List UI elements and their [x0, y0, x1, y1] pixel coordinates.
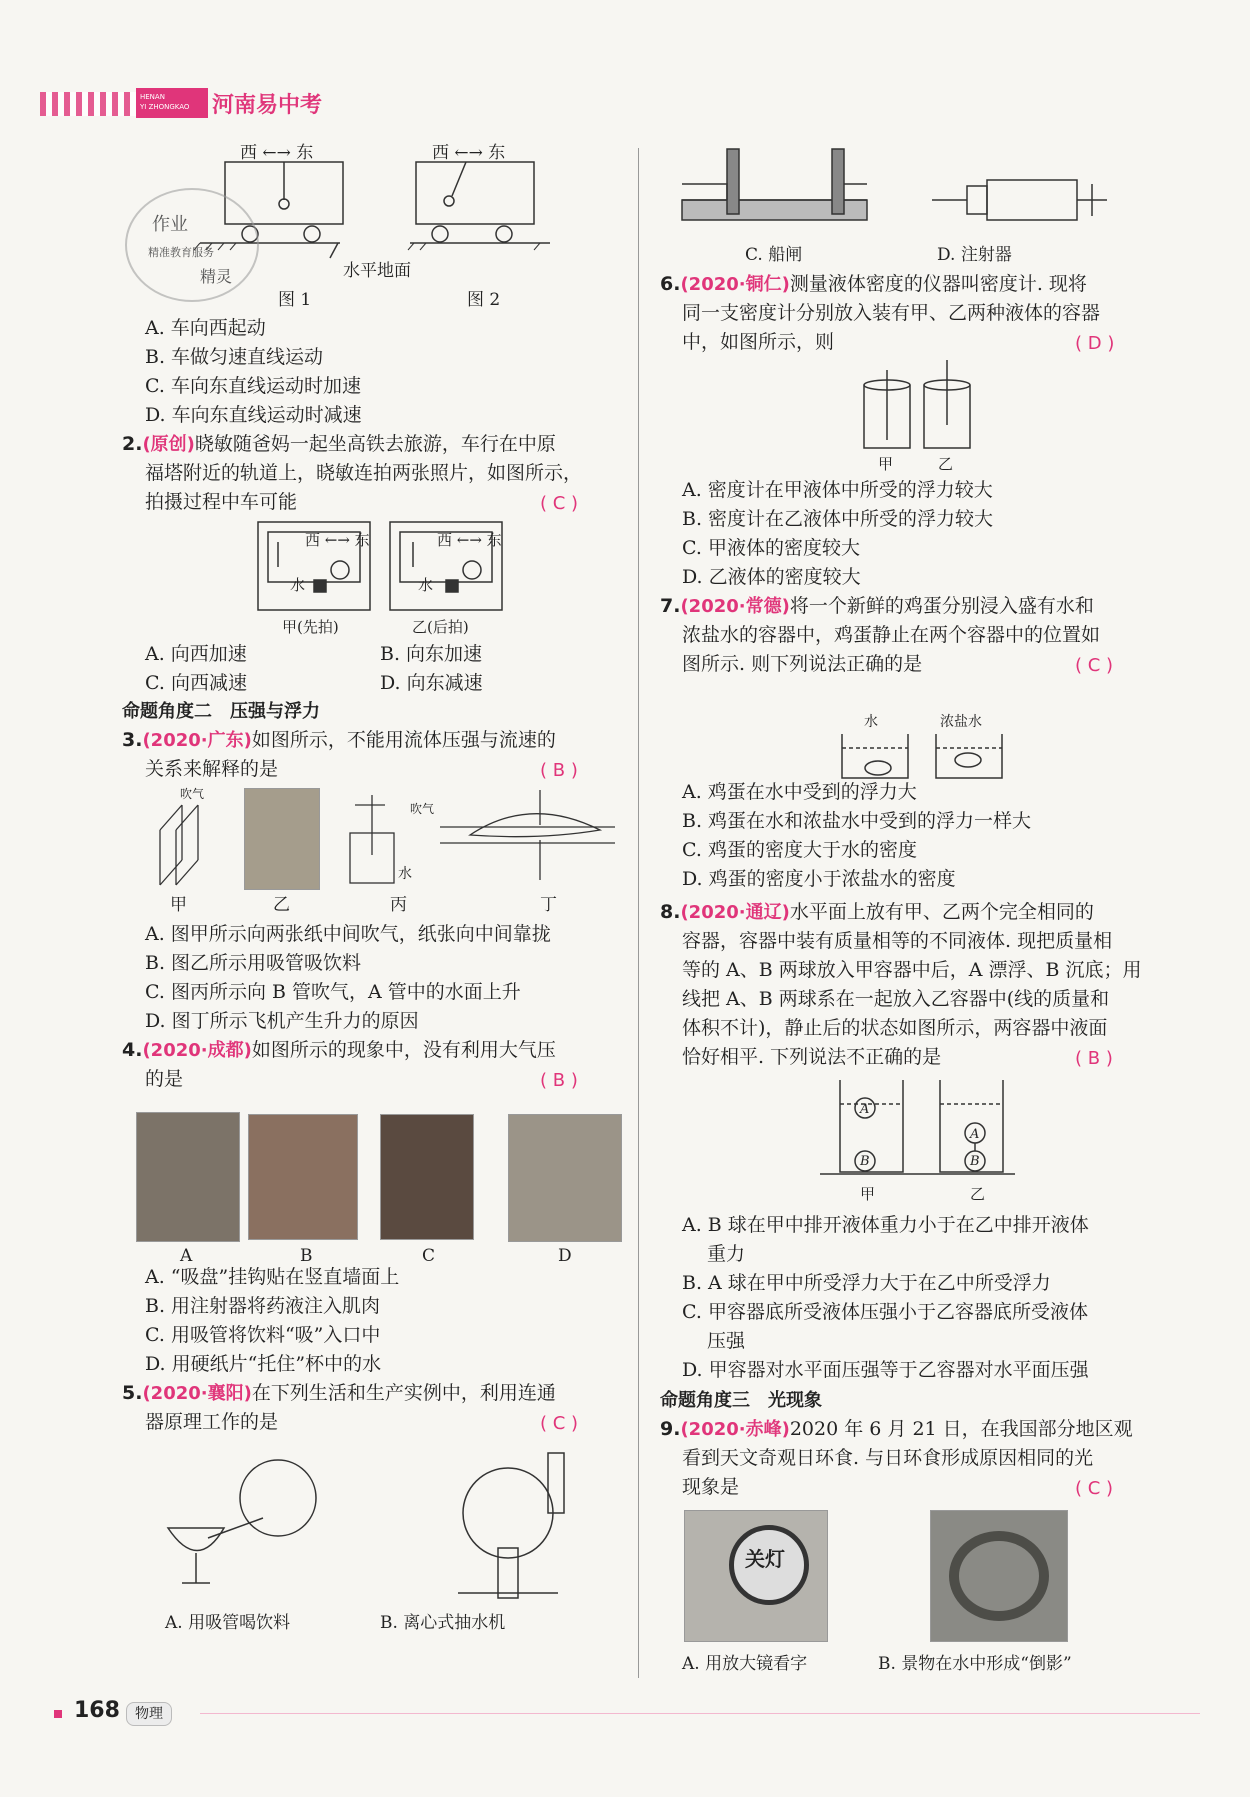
q3-option-a: A. 图甲所示向两张纸中间吹气，纸张向中间靠拢	[145, 923, 551, 945]
header	[40, 86, 340, 122]
q4-answer: ( B )	[540, 1070, 578, 1091]
q2-line2: 福塔附近的轨道上，晓敏连拍两张照片，如图所示，	[145, 462, 583, 484]
q8-ball-figure	[815, 1078, 1025, 1178]
q7-option-a: A. 鸡蛋在水中受到的浮力大	[682, 781, 917, 803]
q2-option-b: B. 向东加速	[380, 643, 483, 665]
stamp-text-3: 精灵	[200, 267, 233, 286]
q1-option-c: C. 车向东直线运动时加速	[145, 375, 361, 397]
q7-option-c: C. 鸡蛋的密度大于水的密度	[682, 839, 917, 861]
q3-option-c: C. 图丙所示向 B 管吹气，A 管中的水面上升	[145, 981, 521, 1003]
q5-line2: 器原理工作的是	[145, 1411, 279, 1433]
q4-line2: 的是	[145, 1068, 184, 1090]
stamp-text-2: 精准教育服务	[148, 246, 214, 259]
q2-water-a: 水	[290, 576, 306, 594]
q8-option-c-cont: 压强	[682, 1330, 746, 1352]
q9-line2: 看到天文奇观日环食. 与日环食形成原因相同的光	[682, 1447, 1094, 1469]
q3-tag: (2020·广东)	[142, 730, 252, 751]
footer-bullet-icon	[54, 1710, 62, 1718]
fig1-dir-1: 西 ←→ 东	[240, 143, 314, 163]
q7-option-d: D. 鸡蛋的密度小于浓盐水的密度	[682, 868, 956, 890]
q4-option-a: A. “吸盘”挂钩贴在竖直墙面上	[145, 1266, 400, 1288]
q8-tag: (2020·通辽)	[680, 902, 790, 923]
fig1-ground-label: 水平地面	[343, 261, 411, 281]
q1-option-b: B. 车做匀速直线运动	[145, 346, 324, 368]
q2-tag: (原创)	[142, 434, 195, 455]
q3-blow-label-2: 吹气	[410, 802, 435, 816]
q8-option-a-cont: 重力	[682, 1243, 746, 1265]
q6-caption-jia: 甲	[878, 455, 894, 473]
q3-photo-drinking	[244, 788, 320, 890]
q2-line3: 拍摄过程中车可能	[145, 491, 298, 513]
q8-caption-jia: 甲	[860, 1185, 876, 1203]
q8-option-c: C. 甲容器底所受液体压强小于乙容器底所受液体	[682, 1301, 1088, 1323]
pendulum1	[279, 199, 289, 209]
q3-caption-jia: 甲	[170, 895, 187, 915]
q8-option-d: D. 甲容器对水平面压强等于乙容器对水平面压强	[682, 1359, 1089, 1381]
q5-tag: (2020·襄阳)	[142, 1383, 252, 1404]
q4-photo-a	[136, 1112, 240, 1242]
q9-line1: 9.(2020·赤峰)2020 年 6 月 21 日，在我国部分地区观	[660, 1418, 1133, 1440]
q5-line1: 5.(2020·襄阳)在下列生活和生产实例中，利用连通	[122, 1382, 556, 1404]
q6-caption-yi: 乙	[938, 455, 954, 473]
q4-option-d: D. 用硬纸片“托住”杯中的水	[145, 1353, 382, 1375]
q9-caption-a: A. 用放大镜看字	[682, 1654, 808, 1674]
q6-option-b: B. 密度计在乙液体中所受的浮力较大	[682, 508, 994, 530]
q8-line1: 8.(2020·通辽)水平面上放有甲、乙两个完全相同的	[660, 901, 1094, 923]
q4-caption-a: A	[180, 1246, 193, 1266]
q4-photo-c	[380, 1114, 474, 1240]
footer-rule	[200, 1713, 1200, 1714]
footer	[52, 1696, 1202, 1732]
q2-caption-a: 甲(先拍)	[282, 618, 339, 636]
section-2-heading: 命题角度二 压强与浮力	[122, 701, 320, 722]
q8-line6: 恰好相平. 下列说法不正确的是	[682, 1046, 942, 1068]
fig1-dir-2: 西 ←→ 东	[432, 143, 506, 163]
q2-answer: ( C )	[540, 493, 579, 514]
fig1-caption-2: 图 2	[467, 290, 501, 310]
pendulum2	[444, 196, 454, 206]
q6-option-d: D. 乙液体的密度较大	[682, 566, 861, 588]
brand-small-1: HENAN	[140, 93, 165, 101]
q2-option-d: D. 向东减速	[380, 672, 483, 694]
q8-line4: 线把 A、B 两球系在一起放入乙容器中(线的质量和	[682, 988, 1110, 1010]
top-caption-d: D. 注射器	[937, 245, 1012, 265]
q7-line1: 7.(2020·常德)将一个新鲜的鸡蛋分别浸入盛有水和	[660, 595, 1094, 617]
q3-option-d: D. 图丁所示飞机产生升力的原因	[145, 1010, 419, 1032]
q7-tag: (2020·常德)	[680, 596, 790, 617]
q3-caption-yi: 乙	[273, 895, 290, 915]
q7-egg-figure	[838, 730, 1038, 780]
q3-caption-ding: 丁	[540, 895, 557, 915]
q3-figures	[140, 785, 630, 890]
q9-answer: ( C )	[1075, 1478, 1114, 1499]
q9-tag: (2020·赤峰)	[680, 1419, 790, 1440]
magnifier-text: 关灯	[745, 1547, 785, 1571]
q8-answer: ( B )	[1075, 1048, 1113, 1069]
q2-water-b: 水	[418, 576, 434, 594]
q9-photo-bridge-reflection	[930, 1510, 1068, 1642]
stamp-text-1: 作业	[152, 214, 188, 235]
q9-line3: 现象是	[682, 1476, 740, 1498]
q5-figures	[168, 1448, 568, 1598]
q2-dir-b: 西 ←→ 东	[437, 531, 502, 549]
q6-densimeter-figure	[862, 360, 982, 450]
q4-caption-b: B	[300, 1246, 313, 1266]
q8-ball-a-yi: A	[970, 1127, 980, 1142]
q8-ball-b-jia: B	[860, 1154, 870, 1169]
car2-body	[416, 162, 534, 224]
q6-line2: 同一支密度计分别放入装有甲、乙两种液体的容器	[682, 302, 1101, 324]
q3-water-label: 水	[398, 866, 412, 882]
q7-label-brine: 浓盐水	[940, 714, 982, 730]
q8-line2: 容器，容器中装有质量相等的不同液体. 现把质量相	[682, 930, 1113, 952]
q2-caption-b: 乙(后拍)	[412, 618, 469, 636]
subject-badge: 物理	[126, 1702, 172, 1726]
q8-ball-b-yi: B	[970, 1154, 980, 1169]
q7-label-water: 水	[864, 714, 878, 730]
q8-line5: 体积不计)，静止后的状态如图所示，两容器中液面	[682, 1017, 1108, 1039]
q1-option-a: A. 车向西起动	[145, 317, 266, 339]
q6-line3: 中，如图所示，则	[682, 331, 835, 353]
q5-caption-a: A. 用吸管喝饮料	[165, 1613, 291, 1633]
q3-answer: ( B )	[540, 760, 578, 781]
q4-option-c: C. 用吸管将饮料“吸”入口中	[145, 1324, 381, 1346]
q8-caption-yi: 乙	[970, 1185, 986, 1203]
q6-option-a: A. 密度计在甲液体中所受的浮力较大	[682, 479, 993, 501]
q8-option-b: B. A 球在甲中所受浮力大于在乙中所受浮力	[682, 1272, 1051, 1294]
q7-answer: ( C )	[1075, 655, 1114, 676]
q3-option-b: B. 图乙所示用吸管吸饮料	[145, 952, 362, 974]
q1-option-d: D. 车向东直线运动时减速	[145, 404, 362, 426]
q3-line2: 关系来解释的是	[145, 758, 279, 780]
q8-ball-a-jia: A	[860, 1102, 870, 1117]
q7-line3: 图所示. 则下列说法正确的是	[682, 653, 923, 675]
q8-line3: 等的 A、B 两球放入甲容器中后，A 漂浮、B 沉底；用	[682, 959, 1142, 981]
section-3-heading: 命题角度三 光现象	[660, 1390, 822, 1411]
top-right-figures	[682, 144, 1112, 224]
q7-option-b: B. 鸡蛋在水和浓盐水中受到的浮力一样大	[682, 810, 1032, 832]
q2-dir-a: 西 ←→ 东	[305, 531, 370, 549]
q6-answer: ( D )	[1075, 333, 1115, 354]
q7-line2: 浓盐水的容器中，鸡蛋静止在两个容器中的位置如	[682, 624, 1101, 646]
q4-photo-d	[508, 1114, 622, 1242]
q4-photo-b	[248, 1114, 358, 1240]
top-caption-c: C. 船闸	[745, 245, 803, 265]
header-title: 河南易中考	[212, 93, 323, 118]
q4-caption-d: D	[558, 1246, 572, 1266]
fig1-caption-1: 图 1	[278, 290, 312, 310]
q4-tag: (2020·成都)	[142, 1040, 252, 1061]
q6-tag: (2020·铜仁)	[680, 274, 790, 295]
q6-line1: 6.(2020·铜仁)测量液体密度的仪器叫密度计. 现将	[660, 273, 1087, 295]
q5-answer: ( C )	[540, 1413, 579, 1434]
q4-caption-c: C	[422, 1246, 436, 1266]
q9-photo-magnifier	[684, 1510, 828, 1642]
q2-option-a: A. 向西加速	[145, 643, 247, 665]
q3-caption-bing: 丙	[390, 895, 407, 915]
q2-line1: 2.(原创)晓敏随爸妈一起坐高铁去旅游，车行在中原	[122, 433, 556, 455]
q3-blow-label: 吹气	[180, 787, 205, 801]
bridge-arch-icon	[949, 1531, 1049, 1621]
page-number: 168	[74, 1698, 120, 1723]
q4-line1: 4.(2020·成都)如图所示的现象中，没有利用大气压	[122, 1039, 556, 1061]
column-divider	[638, 148, 639, 1678]
brand-small-2: YI ZHONGKAO	[140, 103, 190, 111]
q3-line1: 3.(2020·广东)如图所示，不能用流体压强与流速的	[122, 729, 556, 751]
q9-caption-b: B. 景物在水中形成“倒影”	[878, 1654, 1072, 1674]
q6-option-c: C. 甲液体的密度较大	[682, 537, 860, 559]
q2-option-c: C. 向西减速	[145, 672, 247, 694]
q4-option-b: B. 用注射器将药液注入肌肉	[145, 1295, 381, 1317]
q8-option-a: A. B 球在甲中排开液体重力小于在乙中排开液体	[682, 1214, 1089, 1236]
q5-caption-b: B. 离心式抽水机	[380, 1613, 506, 1633]
